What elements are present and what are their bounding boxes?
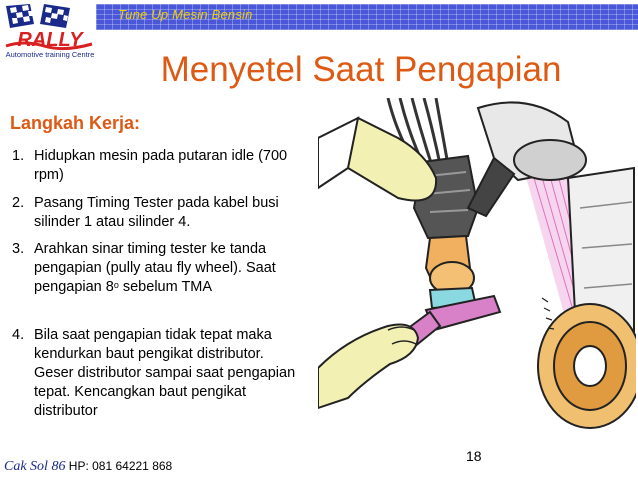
page-number: 18	[466, 448, 482, 464]
svg-text:RALLY: RALLY	[17, 29, 83, 51]
step-text: Hidupkan mesin pada putaran idle (700 rpm)	[34, 148, 288, 183]
footer	[4, 459, 172, 475]
step-item	[12, 240, 302, 297]
step-text: Pasang Timing Tester pada kabel busi silinder 1 atau silinder 4.	[34, 195, 279, 230]
slide-title: Menyetel Saat Pengapian	[160, 50, 562, 89]
step-text: Bila saat pengapian tidak tepat maka kendurkan baut pengikat distributor. Geser distributor sampai saat pengapian tepat. Kencangkan baut pengikat distributor	[34, 327, 296, 419]
footer-author: Cak Sol 86	[4, 459, 66, 474]
footer-phone: HP: 081 64221 868	[68, 459, 173, 473]
degree-superscript: o	[113, 280, 119, 290]
step-number: 1.	[12, 148, 25, 164]
step-number: 2.	[12, 195, 25, 211]
step-text	[34, 240, 302, 297]
hand-icon	[318, 325, 418, 409]
hand-icon	[318, 118, 436, 201]
section-heading: Langkah Kerja:	[10, 113, 141, 133]
distributor-body-icon	[426, 236, 474, 294]
engine-timing-light-illustration	[318, 98, 636, 478]
step-item	[12, 147, 302, 185]
crankshaft-pulley-icon	[538, 298, 636, 428]
checkered-flag-icon	[6, 4, 34, 28]
step-number: 4.	[12, 327, 25, 343]
step-number: 3.	[12, 241, 25, 257]
step-item	[12, 194, 302, 232]
step-item	[12, 326, 302, 421]
svg-text:Automotive training Centre: Automotive training Centre	[5, 50, 95, 59]
checkered-flag-icon	[40, 4, 70, 28]
step-text-part: sebelum TMA	[118, 279, 213, 295]
banner-title: Tune Up Mesin Bensin	[118, 7, 253, 22]
step-text-part: Arahkan sinar timing tester ke tanda pengapian (pully atau fly wheel). Saat pengapian 8	[34, 241, 276, 295]
